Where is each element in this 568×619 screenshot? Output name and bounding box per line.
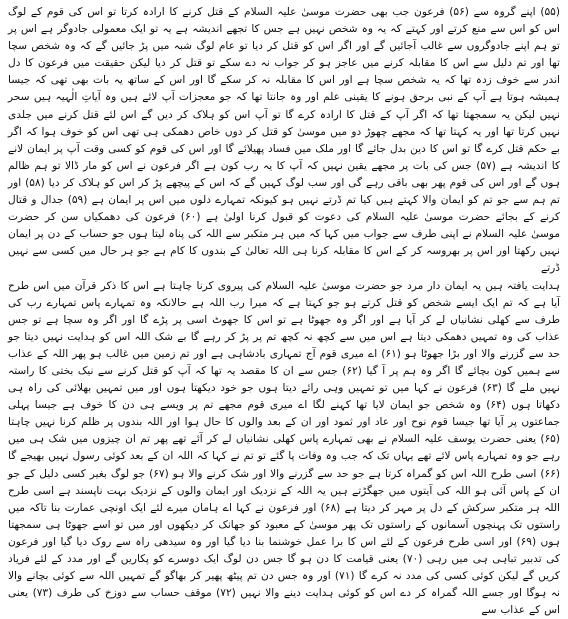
commentary-paragraph-1: (۵۵) اپنے گروہ سے (۵۶) فرعون جب بھی حضرت موسیٰ علیہ السلام کے قتل کرنے کا ارادہ کرتا تو اس کی قوم کے لوگ اس کو اس سے منع کرتے اور کہتے کہ یہ وہ شخص نہیں ہے جس کا تجھے اندیشہ ہے یہ تو ایک معمولی جادوگر ہے اس پر تو ہم اپنے جادوگروں سے غالب آجائیں گے اور اگر اس کو قتل کر دیا تو عام لوگ شبہ میں پڑ جائیں گے کہ وہ شخص سچا تھا اور تم دلیل سے اس کا مقابلہ کرنے میں عاجز ہو کر جواب نہ دے سکے تو قتل کر دیا لیکن حقیقت میں فرعون کا دل اندر سے خوف زدہ تھا کہ یہ شخص سچا ہے اور اس کا مقابلہ نہ کر سکے گا اور اس کے ساتھ یہ بات بھی تھی کہ جیسا ہمیشہ ہوتا ہے آپ کے نبی برحق ہونے کا یقینی علم اور وہ جانتا تھا کہ جو معجزات آپ لائے ہیں وہ آیاتِ الٰہیہ ہیں سحر نہیں لیکن یہ سمجھتا تھا کہ اگر آپ کے قتل کا ارادہ کرے گا تو آپ اس کو ہلاک کر دیں گے اس لئے قتل کرنے میں جلدی نہیں کرتا تھا اور یہ کہتا تھا کہ مجھے چھوڑ دو میں موسیٰ کو قتل کر دوں خاص دھمکی ہی تھی اس کو خوف ہوا کہ اگر بے حکم قتل کرے گا تو اس کا دین بدل جائے گا اور ملک میں فساد پھیلائے گا اور اس کی قوم کو کسی وقت آپ پر ایمان لانے کا اندیشہ ہے (۵۷) جس کی بات پر مجھے یقین نہیں کہ آپ کا یہ رب کون ہے اگر فرعون نے اس کو مار ڈالا تو ہم ظالم ہوں گے اور اس کی قوم پھر بھی باقی رہے گی اور سب لوگ کہیں گے کہ اس کے پیچھے پڑ کر اس کو ہلاک کر دیا (۵۸) اور تم ہم سے جو تم کو ایمان والا کہتے ہیں کیا تم ڈرتے نہیں ہو کیونکہ تمہارے دلوں میں اس پر ایمان ہے (۵۹) جدال و قتال کرنے کے بجائے حضرت موسیٰ علیہ السلام کی دعوت کو قبول کرنا اولیٰ ہے (۶۰) فرعون کی دھمکیاں سن کر حضرت موسیٰ علیہ السلام نے اپنی طرف سے جواب میں کہا کہ میں ہر متکبر سے اللہ کی پناہ لیتا ہوں جو حساب کے دن پر ایمان نہیں رکھتا اور اس پر بھروسہ کر کے اس کا مقابلہ کرنا ہی اللہ تعالیٰ کے بندوں کا کام ہے جو ہر حال میں کسی سے نہیں ڈرتے (8, 4, 560, 278)
commentary-paragraph-2: ہدایت یافتہ ہیں یہ ایمان دار مرد جو حضرت موسیٰ علیہ السلام کی پیروی کرنا چاہتا ہے اس کا ذکر قرآن میں اس طرح آیا ہے کہ تم ایک ایسے شخص کو قتل کرتے ہو جو کہتا ہے کہ میرا رب اللہ ہے حالانکہ وہ تمہارے پاس تمہارے رب کی طرف سے کھلی نشانیاں لے کر آیا ہے اور اگر وہ جھوٹا ہے تو اس کا جھوٹ اسی پر پڑے گا اور اگر وہ سچا ہے تو جس عذاب کی وہ تمہیں دھمکی دیتا ہے اس میں سے کچھ نہ کچھ تم پر پڑ کر رہے گا بے شک اللہ اس کو ہدایت نہیں دیتا جو حد سے گزرنے والا اور بڑا جھوٹا ہو (۶۱) اے میری قوم آج تمہاری بادشاہی ہے اور تم زمین میں غالب ہو پھر اللہ کے عذاب سے ہمیں کون بچائے گا اگر وہ ہم پر آ گیا (۶۲) جس سے ان کا مقصد یہ تھا کہ آپ کو قتل کرنے سے نیک بختی کا راستہ نہیں ملے گا (۶۳) فرعون نے کہا میں تو تمہیں وہی رائے دیتا ہوں جو خود دیکھتا ہوں اور میں تمہیں بھلائی کی راہ ہی دکھاتا ہوں (۶۴) وہ شخص جو ایمان لایا تھا کہنے لگا اے میری قوم مجھے تم پر ویسے ہی دن کا خوف ہے جیسا پہلی جماعتوں پر آیا تھا جیسا قوم نوح اور عاد اور ثمود اور ان کے بعد والوں کا حال ہوا اور اللہ بندوں پر ظلم کرنا نہیں چاہتا (۶۵) یعنی حضرت یوسف علیہ السلام نے بھی تمہارے پاس کھلی نشانیاں لے کر آئے تھے پھر تم ان چیزوں میں شک ہی میں رہے جو وہ تمہارے پاس لائے تھے یہاں تک کہ جب وہ وفات پا گئے تو تم نے کہا کہ اللہ ان کے بعد کوئی رسول نہیں بھیجے گا (۶۶) اسی طرح اللہ اس کو گمراہ کرتا ہے جو حد سے گزرنے والا اور شک کرنے والا ہو (۶۷) جو لوگ بغیر کسی دلیل کے جو ان کے پاس آئی ہو اللہ کی آیتوں میں جھگڑتے ہیں یہ اللہ کے نزدیک اور ایمان والوں کے نزدیک بہت ناپسند ہے اسی طرح اللہ ہر متکبر سرکش کے دل پر مہر کر دیتا ہے (۶۸) اور فرعون نے کہا اے ہامان میرے لئے ایک اونچی عمارت بنا تاکہ میں راستوں تک پہنچوں آسمانوں کے راستوں تک پھر موسیٰ کے معبود کو جھانک کر دیکھوں اور میں تو اسے جھوٹا ہی سمجھتا ہوں (۶۹) اور اسی طرح فرعون کے لئے اس کا برا عمل خوشنما بنا دیا گیا اور وہ سیدھی راہ سے روک دیا گیا اور فرعون کی تدبیر تباہی ہی میں رہی (۷۰) یعنی قیامت کا دن ہو گا جس دن لوگ ایک دوسرے کو پکاریں گے اور مدد کے لئے فریاد کریں گے لیکن کوئی کسی کی مدد نہ کرے گا (۷۱) اور وہ جس دن تم پیٹھ پھیر کر بھاگو گے تمہیں اللہ سے کوئی بچانے والا نہ ہوگا اور جسے اللہ گمراہ کر دے اس کو کوئی ہدایت دینے والا نہیں (۷۲) موقف حساب سے دوزخ کی طرف (۷۳) یعنی اس کے عذاب سے (8, 278, 560, 619)
